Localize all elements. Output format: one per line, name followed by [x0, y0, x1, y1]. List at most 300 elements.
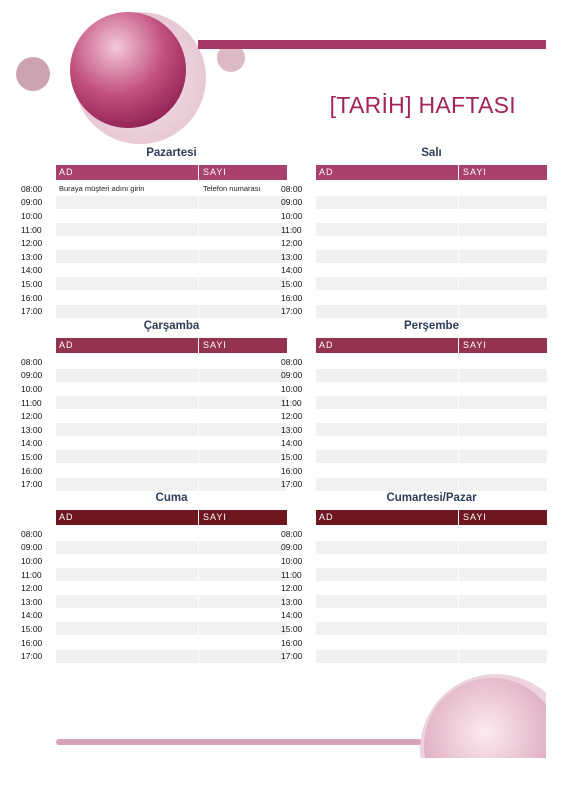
name-cell[interactable] — [56, 622, 199, 635]
number-cell[interactable] — [459, 410, 547, 423]
number-cell[interactable]: Telefon numarası — [203, 184, 261, 194]
row-cells — [56, 182, 287, 195]
number-cell[interactable] — [459, 450, 547, 463]
name-cell[interactable] — [316, 196, 459, 209]
name-cell[interactable] — [316, 237, 459, 250]
row-cells — [316, 554, 547, 567]
time-label: 08:00 — [21, 183, 43, 194]
table-row — [21, 464, 287, 478]
row-cells — [56, 196, 287, 209]
name-cell[interactable] — [316, 650, 459, 663]
table-row — [281, 437, 547, 451]
number-cell[interactable] — [459, 250, 547, 263]
name-cell[interactable] — [56, 650, 199, 663]
name-cell[interactable] — [316, 582, 459, 595]
row-cells — [316, 609, 547, 622]
time-label: 13:00 — [21, 424, 43, 435]
number-cell[interactable] — [459, 527, 547, 540]
time-label: 12:00 — [21, 238, 43, 249]
number-cell[interactable] — [199, 650, 287, 663]
time-label: 08:00 — [281, 528, 303, 539]
name-cell[interactable] — [56, 382, 199, 395]
name-cell[interactable] — [316, 382, 459, 395]
table-row — [21, 209, 287, 223]
row-cells — [56, 636, 287, 649]
number-cell[interactable] — [199, 595, 287, 608]
table-row — [281, 409, 547, 423]
table-row — [281, 636, 547, 650]
schedule-rows — [21, 355, 287, 491]
table-row — [21, 527, 287, 541]
number-cell[interactable] — [199, 437, 287, 450]
number-cell[interactable] — [459, 196, 547, 209]
header-name: AD — [56, 165, 199, 180]
number-cell[interactable] — [199, 223, 287, 236]
row-cells — [56, 595, 287, 608]
name-cell[interactable] — [56, 410, 199, 423]
table-row — [281, 182, 547, 196]
row-cells — [316, 305, 547, 318]
day-title: Salı — [421, 147, 442, 159]
table-row — [281, 464, 547, 478]
time-label: 15:00 — [281, 451, 303, 462]
table-row — [21, 437, 287, 451]
time-label: 13:00 — [21, 251, 43, 262]
table-row — [21, 636, 287, 650]
bottom-accent-bar — [56, 739, 422, 745]
time-label: 15:00 — [281, 623, 303, 634]
day-title: Cumartesi/Pazar — [386, 492, 477, 504]
row-cells — [316, 423, 547, 436]
row-cells — [56, 264, 287, 277]
row-cells — [56, 622, 287, 635]
number-cell[interactable] — [459, 291, 547, 304]
table-row — [21, 622, 287, 636]
time-label: 10:00 — [281, 210, 303, 221]
table-row — [281, 527, 547, 541]
name-cell[interactable] — [56, 478, 199, 491]
name-cell[interactable] — [56, 196, 199, 209]
time-label: 17:00 — [21, 306, 43, 317]
name-cell[interactable] — [56, 396, 199, 409]
number-cell[interactable] — [459, 305, 547, 318]
name-cell[interactable] — [316, 554, 459, 567]
row-cells — [56, 277, 287, 290]
table-row — [21, 450, 287, 464]
number-cell[interactable] — [199, 541, 287, 554]
page-title: [TARİH] HAFTASI — [329, 92, 516, 118]
table-row — [21, 554, 287, 568]
number-cell[interactable] — [459, 541, 547, 554]
time-label: 11:00 — [281, 224, 302, 235]
table-row — [21, 581, 287, 595]
row-cells — [56, 541, 287, 554]
table-row — [281, 396, 547, 410]
row-cells — [316, 437, 547, 450]
number-cell[interactable] — [459, 554, 547, 567]
table-row — [281, 382, 547, 396]
number-cell[interactable] — [459, 209, 547, 222]
row-cells — [56, 450, 287, 463]
table-row — [21, 304, 287, 318]
name-cell[interactable] — [316, 209, 459, 222]
table-row — [21, 291, 287, 305]
name-cell[interactable] — [56, 209, 199, 222]
schedule-rows — [21, 182, 287, 318]
time-label: 10:00 — [281, 383, 303, 394]
table-row — [21, 609, 287, 623]
number-cell[interactable] — [199, 636, 287, 649]
name-cell[interactable] — [56, 250, 199, 263]
row-cells — [56, 250, 287, 263]
name-cell[interactable] — [56, 277, 199, 290]
table-header — [316, 338, 547, 353]
number-cell[interactable] — [199, 554, 287, 567]
row-cells — [316, 182, 547, 195]
row-cells — [316, 568, 547, 581]
table-row — [281, 450, 547, 464]
row-cells — [316, 209, 547, 222]
number-cell[interactable] — [199, 196, 287, 209]
time-label: 10:00 — [21, 210, 43, 221]
time-label: 16:00 — [21, 292, 43, 303]
number-cell[interactable] — [459, 478, 547, 491]
time-label: 08:00 — [21, 356, 43, 367]
row-cells — [316, 595, 547, 608]
row-cells — [56, 291, 287, 304]
row-cells — [316, 622, 547, 635]
row-cells — [56, 423, 287, 436]
name-cell[interactable] — [316, 568, 459, 581]
time-label: 09:00 — [21, 370, 43, 381]
time-label: 10:00 — [281, 555, 303, 566]
table-row — [281, 250, 547, 264]
table-header — [56, 165, 287, 180]
name-cell[interactable] — [316, 595, 459, 608]
name-cell[interactable] — [56, 237, 199, 250]
table-row — [281, 477, 547, 491]
number-cell[interactable] — [459, 369, 547, 382]
row-cells — [316, 410, 547, 423]
row-cells — [316, 541, 547, 554]
number-cell[interactable] — [199, 464, 287, 477]
number-cell[interactable] — [199, 277, 287, 290]
time-label: 09:00 — [21, 542, 43, 553]
name-cell[interactable] — [316, 264, 459, 277]
time-label: 08:00 — [21, 528, 43, 539]
number-cell[interactable] — [459, 277, 547, 290]
time-label: 12:00 — [21, 411, 43, 422]
row-cells — [56, 209, 287, 222]
name-cell[interactable] — [316, 182, 459, 195]
name-cell[interactable] — [316, 250, 459, 263]
number-cell[interactable] — [199, 527, 287, 540]
table-row — [21, 355, 287, 369]
time-label: 14:00 — [281, 610, 303, 621]
table-row — [281, 264, 547, 278]
time-label: 12:00 — [21, 583, 43, 594]
name-cell[interactable] — [56, 541, 199, 554]
table-row — [21, 236, 287, 250]
time-label: 16:00 — [21, 465, 43, 476]
row-cells — [316, 582, 547, 595]
number-cell[interactable] — [199, 237, 287, 250]
name-cell[interactable] — [56, 636, 199, 649]
time-label: 16:00 — [281, 465, 303, 476]
row-cells — [316, 478, 547, 491]
name-cell[interactable] — [316, 223, 459, 236]
time-label: 15:00 — [21, 623, 43, 634]
table-row — [281, 595, 547, 609]
row-cells — [316, 450, 547, 463]
name-cell[interactable] — [316, 423, 459, 436]
number-cell[interactable] — [199, 582, 287, 595]
row-cells — [56, 410, 287, 423]
name-cell[interactable] — [316, 305, 459, 318]
number-cell[interactable] — [199, 568, 287, 581]
number-cell[interactable] — [459, 355, 547, 368]
name-cell[interactable] — [56, 582, 199, 595]
row-cells — [316, 237, 547, 250]
day-title: Çarşamba — [143, 320, 200, 332]
time-label: 10:00 — [21, 555, 43, 566]
row-cells — [56, 582, 287, 595]
table-row — [281, 196, 547, 210]
day-title: Cuma — [155, 492, 188, 504]
time-label: 08:00 — [281, 356, 303, 367]
row-cells — [56, 223, 287, 236]
number-cell[interactable] — [199, 396, 287, 409]
name-cell[interactable] — [56, 369, 199, 382]
table-header — [316, 510, 547, 525]
time-label: 17:00 — [21, 479, 43, 490]
number-cell[interactable] — [459, 622, 547, 635]
name-cell[interactable] — [316, 609, 459, 622]
name-cell[interactable] — [316, 369, 459, 382]
table-row — [281, 581, 547, 595]
table-row — [281, 369, 547, 383]
table-row — [281, 423, 547, 437]
header-number: SAYI — [463, 340, 487, 350]
row-cells — [56, 554, 287, 567]
table-row — [281, 622, 547, 636]
table-row — [21, 182, 287, 196]
name-cell[interactable] — [56, 355, 199, 368]
number-cell[interactable] — [459, 182, 547, 195]
schedule-rows — [281, 182, 547, 318]
time-label: 15:00 — [21, 278, 43, 289]
name-cell[interactable] — [316, 410, 459, 423]
name-cell[interactable] — [56, 305, 199, 318]
row-cells — [316, 264, 547, 277]
name-cell[interactable] — [316, 450, 459, 463]
time-label: 09:00 — [281, 370, 303, 381]
time-label: 14:00 — [21, 438, 43, 449]
number-cell[interactable] — [199, 305, 287, 318]
table-row — [21, 382, 287, 396]
number-cell[interactable] — [199, 369, 287, 382]
name-cell[interactable] — [316, 464, 459, 477]
name-cell[interactable] — [316, 622, 459, 635]
number-cell[interactable] — [199, 264, 287, 277]
table-row — [21, 277, 287, 291]
name-cell[interactable] — [316, 355, 459, 368]
row-cells — [56, 527, 287, 540]
row-cells — [56, 237, 287, 250]
name-cell[interactable] — [316, 437, 459, 450]
name-cell[interactable] — [316, 291, 459, 304]
number-cell[interactable] — [459, 423, 547, 436]
header-name: AD — [316, 338, 459, 353]
time-label: 12:00 — [281, 583, 303, 594]
time-label: 14:00 — [21, 265, 43, 276]
name-cell[interactable] — [56, 264, 199, 277]
number-cell[interactable] — [199, 250, 287, 263]
table-row — [21, 649, 287, 663]
time-label: 09:00 — [21, 197, 43, 208]
row-cells — [316, 196, 547, 209]
time-label: 16:00 — [281, 637, 303, 648]
number-cell[interactable] — [459, 464, 547, 477]
time-label: 13:00 — [281, 596, 303, 607]
header-name: AD — [316, 165, 459, 180]
name-cell[interactable] — [56, 291, 199, 304]
number-cell[interactable] — [459, 582, 547, 595]
number-cell[interactable] — [459, 609, 547, 622]
table-row — [21, 568, 287, 582]
number-cell[interactable] — [459, 595, 547, 608]
name-cell[interactable] — [56, 223, 199, 236]
table-header — [56, 338, 287, 353]
row-cells — [316, 382, 547, 395]
name-cell[interactable] — [56, 437, 199, 450]
header-number: SAYI — [203, 340, 227, 350]
number-cell[interactable] — [199, 291, 287, 304]
row-cells — [316, 250, 547, 263]
table-row — [21, 196, 287, 210]
header-number: SAYI — [203, 512, 227, 522]
time-label: 11:00 — [21, 569, 42, 580]
time-label: 13:00 — [281, 424, 303, 435]
number-cell[interactable] — [199, 209, 287, 222]
row-cells — [56, 369, 287, 382]
time-label: 15:00 — [21, 451, 43, 462]
name-cell[interactable] — [56, 568, 199, 581]
table-row — [281, 609, 547, 623]
name-cell[interactable] — [56, 423, 199, 436]
number-cell[interactable] — [199, 622, 287, 635]
table-row — [281, 541, 547, 555]
number-cell[interactable] — [199, 410, 287, 423]
schedule-rows — [281, 527, 547, 663]
number-cell[interactable] — [459, 382, 547, 395]
top-accent-bar — [198, 40, 546, 49]
time-label: 11:00 — [21, 224, 42, 235]
number-cell[interactable] — [459, 636, 547, 649]
header-number: SAYI — [463, 167, 487, 177]
name-cell[interactable] — [56, 450, 199, 463]
name-cell[interactable] — [56, 464, 199, 477]
time-label: 14:00 — [21, 610, 43, 621]
name-cell[interactable] — [56, 527, 199, 540]
number-cell[interactable] — [459, 223, 547, 236]
number-cell[interactable] — [199, 382, 287, 395]
time-label: 12:00 — [281, 238, 303, 249]
name-cell[interactable] — [56, 595, 199, 608]
name-cell[interactable] — [56, 554, 199, 567]
table-row — [281, 568, 547, 582]
name-cell[interactable] — [56, 609, 199, 622]
row-cells — [316, 223, 547, 236]
row-cells — [316, 355, 547, 368]
header-name: AD — [316, 510, 459, 525]
name-cell[interactable]: Buraya müşteri adını girin — [56, 182, 199, 195]
number-cell[interactable] — [459, 650, 547, 663]
number-cell[interactable] — [199, 609, 287, 622]
table-row — [281, 236, 547, 250]
table-row — [21, 264, 287, 278]
time-label: 11:00 — [21, 397, 42, 408]
number-cell[interactable] — [459, 237, 547, 250]
name-cell[interactable] — [316, 636, 459, 649]
table-row — [281, 649, 547, 663]
time-label: 09:00 — [281, 197, 303, 208]
time-label: 14:00 — [281, 438, 303, 449]
number-cell[interactable] — [199, 478, 287, 491]
row-cells — [56, 382, 287, 395]
name-cell[interactable] — [316, 396, 459, 409]
row-cells — [316, 464, 547, 477]
row-cells — [56, 396, 287, 409]
row-cells — [316, 527, 547, 540]
header-name: AD — [56, 510, 199, 525]
number-cell[interactable] — [459, 437, 547, 450]
number-cell[interactable] — [199, 355, 287, 368]
day-title: Pazartesi — [146, 147, 197, 159]
row-cells — [316, 636, 547, 649]
table-row — [281, 554, 547, 568]
time-label: 14:00 — [281, 265, 303, 276]
table-row — [21, 423, 287, 437]
row-cells — [56, 568, 287, 581]
table-row — [21, 409, 287, 423]
decorative-circle-bottom — [396, 672, 546, 760]
header-number: SAYI — [203, 167, 227, 177]
time-label: 17:00 — [281, 651, 303, 662]
number-cell[interactable] — [199, 423, 287, 436]
number-cell[interactable] — [459, 396, 547, 409]
name-cell[interactable] — [316, 541, 459, 554]
table-row — [21, 223, 287, 237]
number-cell[interactable] — [459, 568, 547, 581]
table-row — [281, 223, 547, 237]
name-cell[interactable] — [316, 478, 459, 491]
time-label: 16:00 — [21, 637, 43, 648]
number-cell[interactable] — [459, 264, 547, 277]
row-cells — [56, 464, 287, 477]
number-cell[interactable] — [199, 450, 287, 463]
time-label: 16:00 — [281, 292, 303, 303]
time-label: 09:00 — [281, 542, 303, 553]
row-cells — [56, 305, 287, 318]
name-cell[interactable] — [316, 527, 459, 540]
table-row — [281, 355, 547, 369]
schedule-rows — [281, 355, 547, 491]
name-cell[interactable] — [316, 277, 459, 290]
table-header — [56, 510, 287, 525]
time-label: 11:00 — [281, 569, 302, 580]
schedule-rows — [21, 527, 287, 663]
